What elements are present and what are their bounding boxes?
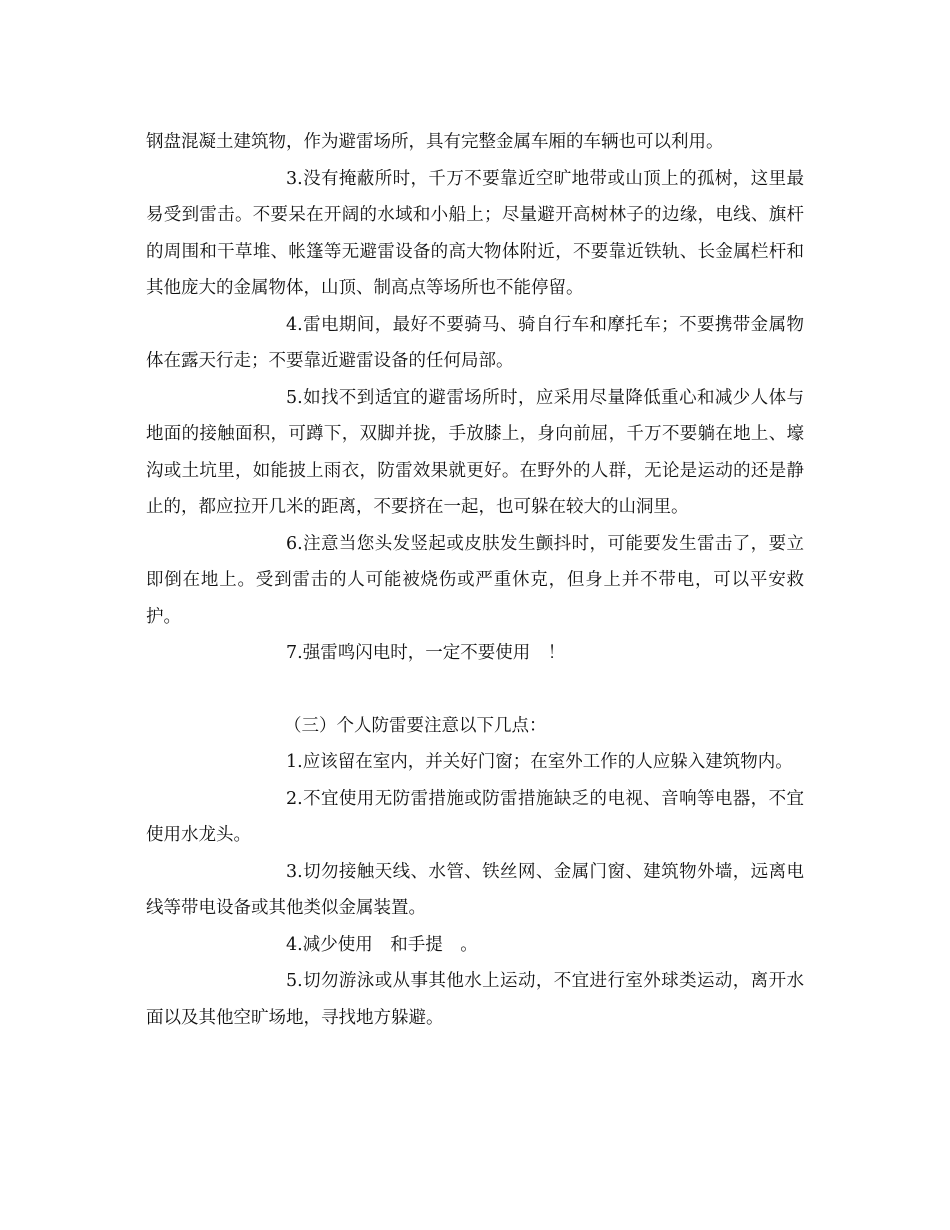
document-body xyxy=(146,124,804,1036)
paragraph-item-3: 3.没有掩蔽所时，千万不要靠近空旷地带或山顶上的孤树，这里最易受到雷击。不要呆在开阔的水域和小船上；尽量避开高树林子的边缘，电线、旗杆的周围和干草堆、帐篷等无避雷设备的高大物体附近，不要靠近铁轨、长金属栏杆和其他庞大的金属物体，山顶、制高点等场所也不能停留。 xyxy=(146,168,804,298)
paragraph-item-6: 6.注意当您头发竖起或皮肤发生颤抖时，可能要发生雷击了，要立即倒在地上。受到雷击的人可能被烧伤或严重休克，但身上并不带电，可以平安救护。 xyxy=(146,533,804,627)
section-item-5: 5.切勿游泳或从事其他水上运动，不宜进行室外球类运动，离开水面以及其他空旷场地，寻找地方躲避。 xyxy=(146,971,804,1028)
section-item-1: 1.应该留在室内，并关好门窗；在室外工作的人应躲入建筑物内。 xyxy=(286,752,793,772)
section-item-4: 4.减少使用 和手提 。 xyxy=(286,934,478,955)
paragraph-item-7: 7.强雷鸣闪电时，一定不要使用 ！ xyxy=(286,643,566,663)
paragraph-item-5: 5.如找不到适宜的避雷场所时，应采用尽量降低重心和减少人体与地面的接触面积，可蹲下，双脚并拢，手放膝上，身向前屈，千万不要躺在地上、壕沟或土坑里，如能披上雨衣，防雷效果就更好。在野外的人群，无论是运动的还是静止的，都应拉开几米的距离，不要挤在一起，也可躲在较大的山洞里。 xyxy=(146,387,804,517)
paragraph-continuation: 钢盘混凝土建筑物，作为避雷场所，具有完整金属车厢的车辆也可以利用。 xyxy=(146,132,724,152)
section-item-3: 3.切勿接触天线、水管、铁丝网、金属门窗、建筑物外墙，远离电线等带电设备或其他类似金属装置。 xyxy=(146,861,804,918)
section-heading: （三）个人防雷要注意以下几点： xyxy=(284,715,547,736)
section-item-2: 2.不宜使用无防雷措施或防雷措施缺乏的电视、音响等电器，不宜使用水龙头。 xyxy=(146,788,804,845)
paragraph-item-4: 4.雷电期间，最好不要骑马、骑自行车和摩托车；不要携带金属物体在露天行走；不要靠近避雷设备的任何局部。 xyxy=(146,314,804,371)
